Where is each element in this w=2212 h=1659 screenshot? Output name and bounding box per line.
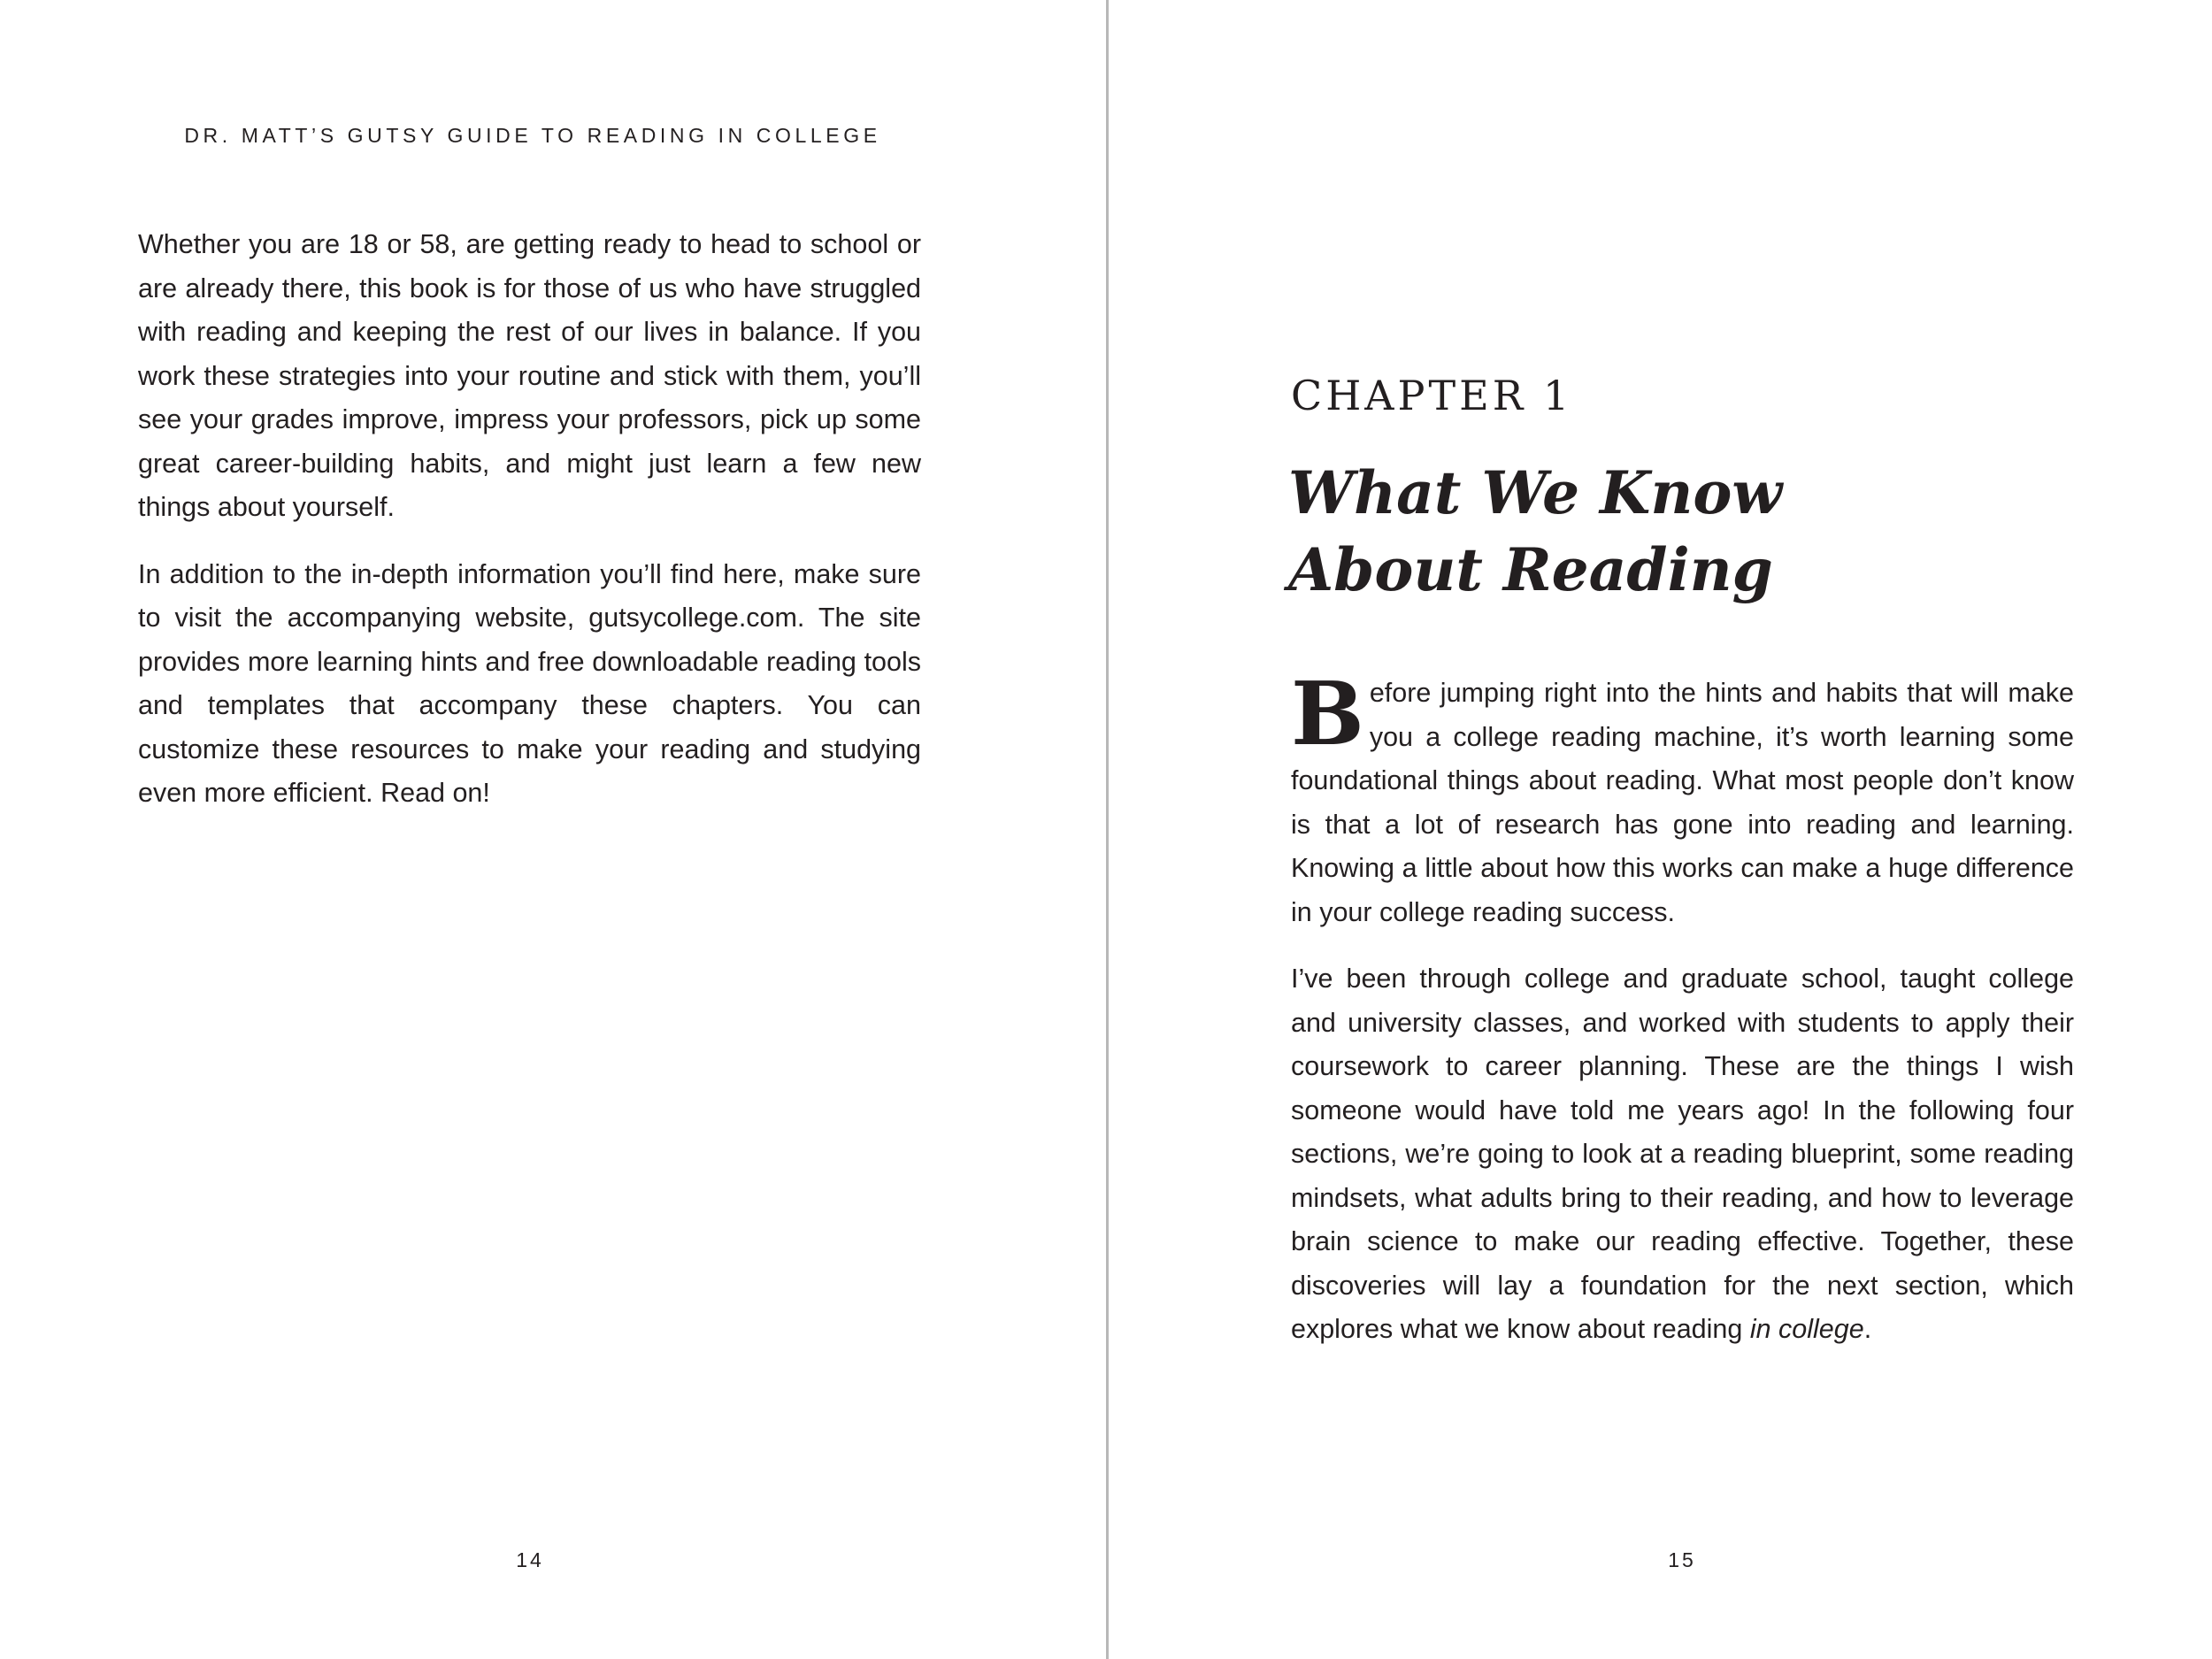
chapter-title	[1288, 455, 1908, 609]
page-number: 15	[1668, 1548, 1696, 1571]
paragraph: Whether you are 18 or 58, are getting ready to head to school or are already there, this book is for those of us who have struggled with reading and keeping the rest of our lives in balance. If you work these strategies into your routine and stick with them, you’ll see your grades improve, impress your professors, pick up some great career-building habits, and might just learn a few new things about yourself.	[138, 229, 921, 522]
chapter-title-line: About Reading	[1288, 535, 1773, 604]
book-spine-divider	[1106, 0, 1109, 1659]
right-page	[1111, 0, 2212, 1659]
left-page-body	[138, 223, 921, 839]
paragraph: In addition to the in-depth information you’ll find here, make sure to visit the accompanying website, gutsycollege.com. The site provides more learning hints and free downloadable reading tools and templates that accompany these chapters. You can customize these resources to make your reading and studying even more efficient. Read on!	[138, 558, 921, 808]
paragraph	[1291, 664, 2074, 934]
chapter-title-line: What We Know	[1288, 458, 1783, 527]
paragraph-ending: .	[1863, 1314, 1872, 1344]
drop-cap: B	[1291, 664, 1364, 765]
right-page-body	[1291, 664, 2074, 1375]
paragraph-text: I’ve been through college and graduate school, taught college and university classes, and worked with students to apply their coursework to career planning. These are the things I wish someone would have told me years ago! In the following four sections, we’re going to look at a reading blueprint, some reading mindsets, what adults bring to their reading, and how to leverage brain science to make our reading effective. Together, these discoveries will lay a foundation for the next section, which explores what we know about reading	[1291, 964, 2074, 1344]
paragraph	[1291, 957, 2074, 1352]
emphasis-text: in college	[1749, 1314, 1864, 1344]
running-head: DR. MATT’S GUTSY GUIDE TO READING IN COLLEGE	[184, 124, 881, 147]
page-number: 14	[516, 1548, 544, 1571]
paragraph-text: efore jumping right into the hints and habits that will make you a college reading machine, it’s worth learning some foundational things about reading. What most people don’t know is that a lot of research has gone into reading and learning. Knowing a little about how this works can make a huge difference in your college reading success.	[1291, 678, 2074, 927]
chapter-label: CHAPTER 1	[1291, 372, 1573, 419]
